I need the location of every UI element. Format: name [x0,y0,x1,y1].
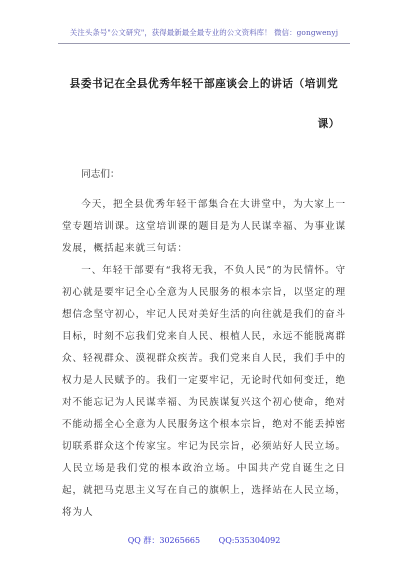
salutation: 同志们： [81,169,120,180]
paragraph-section-one: 一、年轻干部要有“我将无我，不负人民”的为民情怀。守初心就是要牢记全心全意为人民服务的根本宗旨，以坚定的理想信念坚守初心，牢记人民对美好生活的向往就是我们的奋斗目标，时刻不忘我们党来自人民、根植人民，永远不能脱离群众、轻视群众、漠视群众疾苦。我们党来自人民，我们手中的权力是人民赋予的。我们一定要牢记，无论时代如何变迁，绝对不能忘记为人民谋幸福、为民族谋复兴这个初心使命，绝对不能动摇全心全意为人民服务这个根本宗旨，绝对不能丢掉密切联系群众这个传家宝。牢记为民宗旨，必须站好人民立场。人民立场是我们党的根本政治立场。中国共产党自诞生之日起，就把马克思主义写在自己的旗帜上，选择站在人民立场，将为人 [62,265,346,518]
paragraph-intro: 今天，把全县优秀年轻干部集合在大讲堂中，为大家上一堂专题培训课。这堂培训课的题目是为人民谋幸福、为事业谋发展，概括起来就三句话： [62,199,346,254]
header-divider [58,43,350,44]
footer-qq-group: QQ 群：30265665 [127,536,201,545]
footer-qq: QQ:535304092 [218,536,281,545]
document-title [62,64,346,144]
footer-contact [0,535,408,546]
header-banner: 关注头条号"公文研究"，获得最新最全最专业的公文资料库！ 微信：gongwenyj [69,28,339,37]
document-title-line-2: 课） [317,118,340,130]
document-body [62,164,346,524]
document-title-line-1: 县委书记在全县优秀年轻干部座谈会上的讲话（培训党 [69,78,339,90]
